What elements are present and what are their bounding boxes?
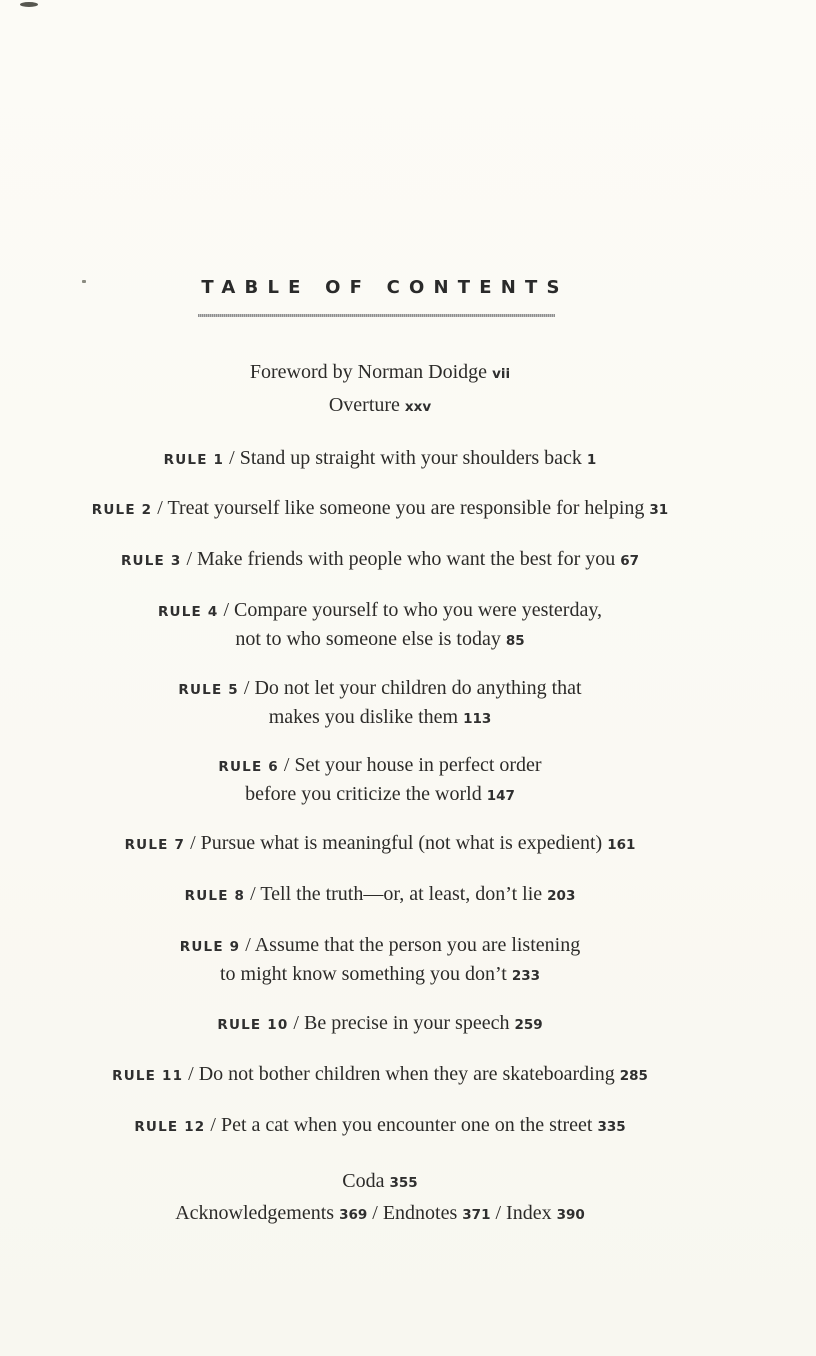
entry-title: Overture — [328, 394, 400, 416]
toc-entry-rule-11 — [0, 1061, 760, 1090]
page-number: 355 — [389, 1175, 418, 1191]
toc-entry-rule-6 — [0, 752, 760, 810]
rule-label: RULE 4 — [157, 604, 219, 620]
page-number: 233 — [511, 968, 541, 984]
separator: / — [181, 548, 197, 570]
index-page: 390 — [556, 1207, 585, 1223]
entry-title: Coda — [342, 1170, 385, 1192]
page-number: 259 — [514, 1017, 543, 1033]
rule-title-line-2: not to who someone else is today — [235, 628, 501, 650]
acknowledgements-title: Acknowledgements — [175, 1202, 335, 1224]
toc-heading: TABLE OF CONTENTS — [201, 277, 569, 298]
toc-entry-foreword — [0, 359, 760, 388]
ink-smudge — [20, 2, 38, 7]
page-number: 335 — [597, 1119, 626, 1135]
toc-entry-overture — [0, 392, 760, 421]
rule-label: RULE 12 — [134, 1119, 206, 1135]
rule-title: Pet a cat when you encounter one on the street — [220, 1114, 593, 1136]
rule-title: Stand up straight with your shoulders back — [239, 447, 582, 469]
rule-title-line-2: to might know something you don’t — [219, 963, 507, 985]
separator: / — [152, 497, 168, 519]
page-number: 85 — [505, 633, 525, 649]
toc-entry-rule-7 — [0, 830, 760, 859]
separator: / — [205, 1114, 221, 1136]
toc-entry-rule-3 — [0, 546, 760, 575]
rule-title-line-2: before you criticize the world — [245, 783, 482, 805]
rule-title-line-1: Set your house in perfect order — [294, 754, 542, 776]
separator: / — [238, 677, 255, 699]
separator: / — [490, 1202, 507, 1224]
toc-entry-rule-5 — [0, 675, 760, 733]
rule-title: Make friends with people who want the best for you — [197, 548, 616, 570]
separator: / — [240, 934, 255, 956]
separator: / — [288, 1012, 304, 1034]
page-number: 67 — [620, 553, 640, 569]
rule-label: RULE 10 — [217, 1017, 289, 1033]
rule-title-line-2: makes you dislike them — [268, 706, 459, 728]
rule-title-line-1: Assume that the person you are listening — [254, 934, 581, 956]
separator: / — [185, 832, 201, 854]
page-number: 113 — [463, 711, 492, 727]
page-number: xxv — [404, 399, 432, 415]
toc-entry-back-matter — [0, 1200, 760, 1229]
toc-entry-rule-2 — [0, 495, 760, 524]
rule-label: RULE 11 — [112, 1068, 184, 1084]
rule-title: Be precise in your speech — [303, 1012, 510, 1034]
separator: / — [245, 883, 261, 905]
endnotes-title: Endnotes — [382, 1202, 458, 1224]
page-number: 203 — [547, 888, 576, 904]
rule-label: RULE 6 — [218, 759, 279, 775]
rule-title-line-1: Compare yourself to who you were yesterday, — [234, 599, 603, 621]
page-number: 31 — [649, 502, 669, 518]
separator: / — [183, 1063, 199, 1085]
entry-title: Foreword by Norman Doidge — [249, 361, 488, 383]
endnotes-page: 371 — [462, 1207, 491, 1223]
page-number: vii — [492, 366, 511, 382]
rule-label: RULE 3 — [120, 553, 182, 569]
rule-title: Treat yourself like someone you are responsible for helping — [167, 497, 645, 519]
page-number: 1 — [586, 452, 597, 468]
toc-entry-rule-12 — [0, 1112, 760, 1141]
rule-label: RULE 7 — [124, 837, 186, 853]
separator: / — [367, 1202, 383, 1224]
page-number: 147 — [486, 788, 515, 804]
separator: / — [218, 599, 234, 621]
rule-title: Do not bother children when they are skateboarding — [198, 1063, 615, 1085]
rule-label: RULE 1 — [163, 452, 225, 468]
toc-entry-rule-8 — [0, 881, 760, 910]
rule-label: RULE 9 — [179, 939, 241, 955]
toc-entry-rule-1 — [0, 445, 760, 474]
rule-title: Pursue what is meaningful (not what is expedient) — [200, 832, 603, 854]
page-number: 161 — [607, 837, 636, 853]
rule-label: RULE 8 — [184, 888, 246, 904]
toc-entry-coda — [0, 1168, 760, 1197]
page-number: 285 — [619, 1068, 648, 1084]
index-title: Index — [506, 1202, 552, 1224]
rule-title: Tell the truth—or, at least, don’t lie — [260, 883, 543, 905]
separator: / — [278, 754, 295, 776]
rule-title-line-1: Do not let your children do anything that — [254, 677, 582, 699]
rule-label: RULE 5 — [178, 682, 239, 698]
toc-entry-rule-10 — [0, 1010, 760, 1039]
toc-entry-rule-4 — [0, 597, 760, 655]
acknowledgements-page: 369 — [339, 1207, 368, 1223]
toc-entry-rule-9 — [0, 932, 760, 990]
separator: / — [224, 447, 240, 469]
rule-label: RULE 2 — [91, 502, 153, 518]
heading-underline — [198, 314, 555, 317]
